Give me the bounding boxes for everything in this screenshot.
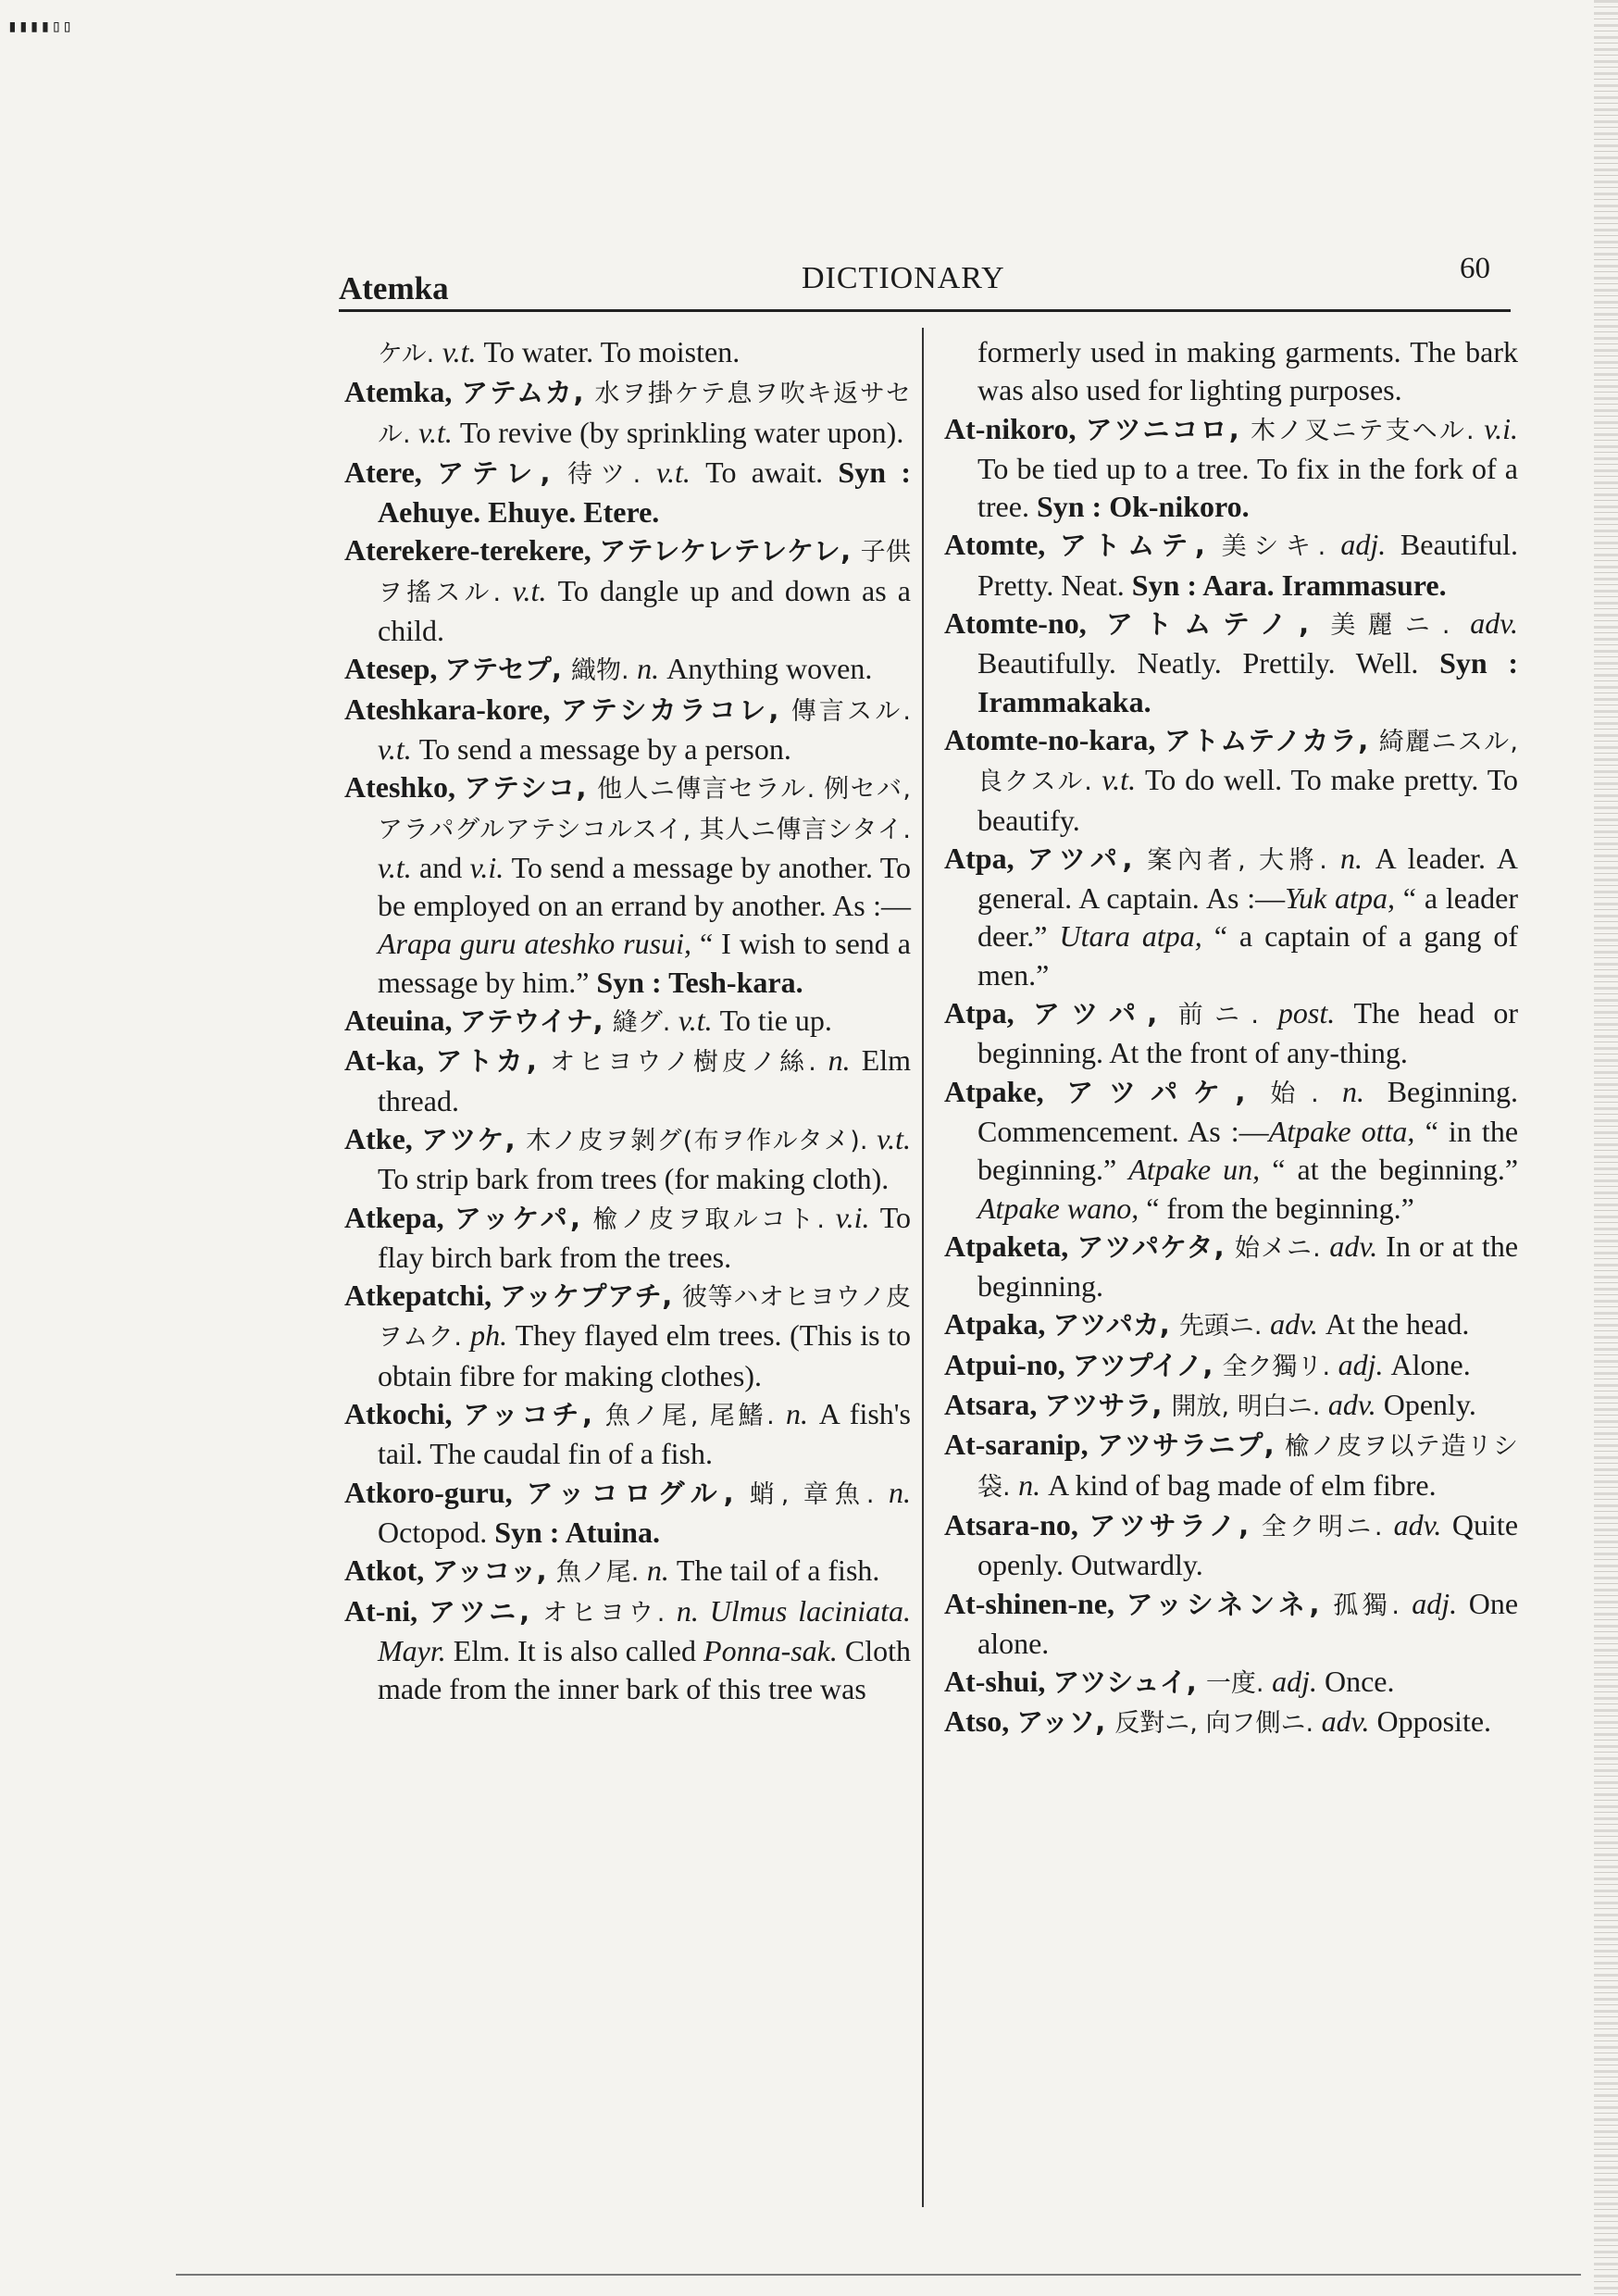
example: Atpake un, xyxy=(1128,1153,1261,1187)
kana-reading: アテシコ, xyxy=(464,772,598,805)
kana-reading: アトムテ, xyxy=(1059,530,1222,562)
dictionary-entry xyxy=(944,1386,1518,1426)
japanese-gloss: 始. xyxy=(1270,1079,1342,1108)
part-of-speech: v.t. xyxy=(877,1121,912,1155)
kana-reading: アツシュイ, xyxy=(1052,1666,1206,1699)
definition: Anything woven. xyxy=(666,652,873,686)
headword: Atere, xyxy=(344,455,438,489)
header-rule xyxy=(339,309,1511,312)
headword: Atpaketa, xyxy=(944,1229,1077,1263)
part-of-speech: n. xyxy=(786,1397,819,1431)
dictionary-entry xyxy=(944,410,1518,527)
part-of-speech: n. xyxy=(646,1554,677,1588)
definition: “ a leader deer.” xyxy=(977,881,1519,954)
japanese-gloss: 綺麗ニスル, 良クスル. xyxy=(977,727,1518,797)
headword: Atesep, xyxy=(344,652,445,686)
kana-reading: アテムカ, xyxy=(461,377,595,409)
headword: Aterekere-terekere, xyxy=(344,533,600,568)
japanese-gloss: 水ヲ掛ケテ息ヲ吹キ返サセル. xyxy=(378,380,912,449)
japanese-gloss: 反對ニ, 向フ側ニ. xyxy=(1114,1709,1322,1739)
definition: Once. xyxy=(1324,1665,1395,1699)
dictionary-entry xyxy=(944,1346,1518,1386)
definition: “ in the beginning.” xyxy=(977,1114,1519,1187)
scan-mark: ▮▮▮▮▯▯ xyxy=(7,17,74,36)
definition: To strip bark from trees (for making cloth). xyxy=(378,1162,890,1196)
kana-reading: アテシカラコレ, xyxy=(560,693,791,726)
part-of-speech: v.t. xyxy=(442,335,484,368)
synonyms: Syn : Ok-nikoro. xyxy=(1028,490,1250,524)
example: Ponna-sak. xyxy=(703,1633,838,1667)
definition: Octopod. xyxy=(378,1515,488,1549)
headword: Atpa, xyxy=(944,996,1033,1030)
header-title: DICTIONARY xyxy=(802,261,1005,295)
definition: The head or beginning. At the front of any-thing. xyxy=(977,996,1519,1070)
japanese-gloss: 美麗ニ. xyxy=(1330,611,1471,641)
part-of-speech: adj. xyxy=(1340,528,1400,562)
kana-reading: アトムテノ, xyxy=(1105,608,1331,641)
headword: Atsara, xyxy=(944,1388,1045,1422)
synonyms: Syn : Irammakaka. xyxy=(977,646,1519,718)
headword: Ateshkara-kore, xyxy=(344,692,561,726)
part-of-speech: adv. xyxy=(1270,1307,1326,1341)
page-edge xyxy=(1594,0,1618,2296)
headword: Atpa, xyxy=(944,841,1027,875)
part-of-speech: v.i. xyxy=(835,1200,880,1234)
definition: To await. xyxy=(705,455,824,489)
definition: “ at the beginning.” xyxy=(1260,1153,1519,1187)
definition: Beautiful. Pretty. Neat. xyxy=(977,528,1518,602)
part-of-speech: v.t. xyxy=(1101,763,1145,797)
headword: Atke, xyxy=(344,1121,422,1155)
japanese-gloss: 開放, 明白ニ. xyxy=(1171,1392,1328,1422)
part-of-speech: adv. xyxy=(1327,1388,1384,1422)
kana-reading: アッケプアチ, xyxy=(499,1280,682,1313)
definition: A fish's tail. The caudal fin of a fish. xyxy=(378,1397,911,1471)
dictionary-entry xyxy=(944,721,1518,840)
kana-reading: アテセプ, xyxy=(444,654,571,686)
part-of-speech: n. xyxy=(1018,1467,1049,1502)
kana-reading: アッシネンネ, xyxy=(1126,1588,1334,1620)
part-of-speech: n. xyxy=(828,1043,862,1078)
part-of-speech: v.t. xyxy=(656,455,706,489)
dictionary-entry xyxy=(344,1592,911,1709)
dictionary-entry xyxy=(344,1120,911,1199)
headword: Ateshko, xyxy=(344,770,465,805)
dictionary-entry xyxy=(944,1426,1518,1506)
definition: Beautifully. Neatly. Prettily. Well. xyxy=(977,646,1419,680)
dictionary-entry xyxy=(344,454,911,532)
headword: Atkochi, xyxy=(344,1397,464,1431)
definition: Alone. xyxy=(1390,1347,1471,1381)
definition: They flayed elm trees. (This is to obtain fibre for making clothes). xyxy=(378,1318,912,1392)
dictionary-entry xyxy=(944,1663,1518,1703)
japanese-gloss: 縫グ. xyxy=(612,1008,678,1038)
kana-reading: アトカ, xyxy=(435,1045,551,1078)
definition: formerly used in making garments. The bark was also used for lighting purposes. xyxy=(977,335,1518,407)
definition: The tail of a fish. xyxy=(676,1554,880,1588)
part-of-speech: n. xyxy=(637,652,667,686)
kana-reading: アツプイノ, xyxy=(1072,1349,1223,1381)
part-of-speech: adv. xyxy=(1393,1507,1452,1541)
kana-reading: アッコチ, xyxy=(463,1399,605,1431)
japanese-gloss: 魚ノ尾, 尾鰭. xyxy=(604,1402,787,1431)
part-of-speech: v.i. xyxy=(1484,411,1518,445)
kana-reading: アツサラノ, xyxy=(1089,1509,1262,1541)
example: Atpake wano, xyxy=(977,1191,1139,1225)
dictionary-entry xyxy=(344,1474,911,1553)
running-header xyxy=(339,250,1511,307)
example: Atpake otta, xyxy=(1268,1114,1415,1148)
dictionary-entry xyxy=(344,691,911,769)
kana-reading: アテレケレテレケレ, xyxy=(599,535,861,568)
japanese-gloss: 彼等ハオヒヨウノ皮ヲムク. xyxy=(378,1283,911,1353)
dictionary-entry xyxy=(944,605,1518,721)
synonyms: Syn : Aehuye. Ehuye. Etere. xyxy=(378,455,912,530)
japanese-gloss: オヒヨウノ樹皮ノ絲. xyxy=(550,1048,828,1078)
dictionary-entry xyxy=(944,526,1518,605)
part-of-speech: v.i. xyxy=(469,850,512,884)
kana-reading: アツサラ, xyxy=(1044,1390,1172,1422)
kana-reading: アツニコロ, xyxy=(1085,413,1251,445)
example: Yuk atpa, xyxy=(1285,881,1395,916)
headword: Atso, xyxy=(944,1704,1017,1739)
kana-reading: アテレ, xyxy=(437,456,567,489)
part-of-speech: ph. xyxy=(470,1318,516,1353)
definition: Elm. It is also called xyxy=(445,1633,704,1667)
definition: One alone. xyxy=(977,1586,1519,1660)
kana-reading: アツパケ, xyxy=(1066,1076,1271,1108)
dictionary-entry xyxy=(944,333,1518,410)
right-column xyxy=(944,333,1518,1743)
dictionary-entry xyxy=(944,1703,1518,1742)
definition: Beginning. Commencement. As :— xyxy=(977,1074,1519,1148)
part-of-speech: v.t. xyxy=(512,573,558,607)
japanese-gloss: オヒヨウ. xyxy=(542,1598,677,1628)
japanese-gloss: 木ノ叉ニテ支ヘル. xyxy=(1250,416,1485,445)
definition: “ a captain of a gang of men.” xyxy=(977,919,1519,992)
japanese-gloss: 織物. xyxy=(570,656,638,686)
japanese-gloss: 孤獨. xyxy=(1333,1591,1413,1620)
headword: At-nikoro, xyxy=(944,411,1086,445)
definition: Openly. xyxy=(1383,1388,1476,1422)
part-of-speech: adv. xyxy=(1329,1229,1387,1263)
headword: Ateuina, xyxy=(344,1004,460,1038)
kana-reading: アツニ, xyxy=(429,1595,543,1628)
japanese-gloss: 魚ノ尾. xyxy=(555,1558,647,1588)
part-of-speech: adj. xyxy=(1272,1665,1325,1699)
headword: Atpui-no, xyxy=(944,1347,1073,1381)
japanese-gloss: 先頭ニ. xyxy=(1178,1312,1271,1341)
kana-reading: アッコッ, xyxy=(431,1555,556,1588)
part-of-speech: v.t. xyxy=(678,1004,720,1038)
part-of-speech: adv. xyxy=(1470,606,1519,641)
part-of-speech: adj. xyxy=(1412,1586,1469,1620)
kana-reading: アツサラニプ, xyxy=(1096,1429,1285,1462)
japanese-gloss: 楡ノ皮ヲ以テ造リシ袋. xyxy=(977,1432,1518,1502)
definition: Quite openly. Outwardly. xyxy=(977,1507,1519,1582)
dictionary-entry xyxy=(944,840,1518,994)
page-bottom-rule xyxy=(176,2274,1581,2276)
japanese-gloss: 始メニ. xyxy=(1234,1233,1330,1263)
definition: Elm thread. xyxy=(378,1043,912,1117)
headword: Atkoro-guru, xyxy=(344,1475,527,1509)
left-column xyxy=(344,333,911,1708)
dictionary-entry xyxy=(344,650,911,690)
dictionary-entry xyxy=(344,1395,911,1474)
definition: “ I wish to send a message by him.” xyxy=(378,927,912,999)
japanese-gloss: 前ニ. xyxy=(1177,1001,1278,1030)
japanese-gloss: 案內者, 大將. xyxy=(1147,845,1341,875)
headword: At-shui, xyxy=(944,1665,1053,1699)
dictionary-entry xyxy=(944,1585,1518,1664)
column-divider xyxy=(922,328,924,2207)
definition: To tie up. xyxy=(719,1004,832,1038)
part-of-speech: adv. xyxy=(1321,1704,1377,1739)
japanese-gloss: 傳言スル. xyxy=(790,696,911,726)
header-guide-word: Atemka xyxy=(339,270,449,306)
dictionary-entry xyxy=(944,1305,1518,1345)
headword: At-shinen-ne, xyxy=(944,1586,1126,1620)
headword: Atemka, xyxy=(344,375,462,409)
japanese-gloss: 待ツ. xyxy=(566,459,657,489)
definition: To revive (by sprinkling water upon). xyxy=(459,415,904,449)
headword: Atsara-no, xyxy=(944,1507,1089,1541)
headword: Atkot, xyxy=(344,1554,432,1588)
kana-reading: アテウイナ, xyxy=(459,1005,613,1038)
japanese-gloss: 蛸, 章魚. xyxy=(749,1479,889,1509)
kana-reading: アツパカ, xyxy=(1052,1309,1179,1341)
headword: At-ka, xyxy=(344,1043,436,1078)
headword: Atpaka, xyxy=(944,1307,1053,1341)
part-of-speech: post. xyxy=(1277,996,1354,1030)
dictionary-entry xyxy=(344,768,911,1002)
dictionary-entry xyxy=(944,1506,1518,1585)
japanese-gloss: 子供ヲ搖スル. xyxy=(378,538,912,607)
definition: A kind of bag made of elm fibre. xyxy=(1048,1467,1437,1502)
part-of-speech: n. xyxy=(676,1593,710,1628)
definition: To water. To moisten. xyxy=(483,335,741,368)
dictionary-entry xyxy=(344,1042,911,1120)
dictionary-entry xyxy=(344,333,911,373)
synonyms: Syn : Tesh-kara. xyxy=(589,965,803,999)
kana-reading: アッコログル, xyxy=(526,1477,750,1509)
dictionary-entry xyxy=(344,531,911,650)
japanese-gloss: 他人ニ傳言セラル. 例セバ, アラパグルアテシコルスイ, 其人ニ傳言シタイ. xyxy=(378,775,911,844)
dictionary-entry xyxy=(344,1277,911,1395)
part-of-speech: n. xyxy=(1341,1074,1388,1108)
kana-reading: アトムテノカラ, xyxy=(1164,724,1379,756)
japanese-gloss: 楡ノ皮ヲ取ルコト. xyxy=(592,1204,836,1234)
japanese-gloss: 美シキ. xyxy=(1221,532,1341,562)
definition: To dangle up and down as a child. xyxy=(378,573,912,648)
dictionary-entry xyxy=(344,1002,911,1042)
dictionary-entry xyxy=(344,1199,911,1278)
kana-reading: アツパ, xyxy=(1032,998,1178,1030)
definition: To flay birch bark from the trees. xyxy=(378,1200,912,1274)
japanese-gloss: 全ク明ニ. xyxy=(1261,1512,1394,1541)
kana-reading: アツパ, xyxy=(1027,842,1148,875)
headword: Atkepa, xyxy=(344,1200,454,1234)
example: Ulmus laciniata. Mayr. xyxy=(378,1593,911,1667)
dictionary-entry xyxy=(344,373,911,454)
japanese-gloss: 木ノ皮ヲ剝グ(布ヲ作ルタメ). xyxy=(526,1126,877,1155)
definition: “ from the beginning.” xyxy=(1139,1191,1414,1225)
headword: Atomte, xyxy=(944,528,1060,562)
kana-reading: アッケパ, xyxy=(454,1202,593,1234)
kana-reading: アツパケタ, xyxy=(1077,1230,1235,1263)
headword: At-ni, xyxy=(344,1593,429,1628)
part-of-speech: adj. xyxy=(1338,1347,1391,1381)
definition: At the head. xyxy=(1325,1307,1470,1341)
definition: and xyxy=(419,850,470,884)
dictionary-entry xyxy=(944,994,1518,1073)
headword: At-saranip, xyxy=(944,1428,1097,1462)
definition: A leader. A general. A captain. As :— xyxy=(977,841,1518,916)
definition: To be tied up to a tree. To fix in the fork of a tree. xyxy=(977,451,1518,524)
dictionary-entry xyxy=(944,1228,1518,1306)
example: Arapa guru ateshko rusui, xyxy=(378,927,691,961)
part-of-speech: n. xyxy=(1340,841,1375,875)
definition: Opposite. xyxy=(1376,1704,1492,1739)
synonyms: Syn : Aara. Irammasure. xyxy=(1124,568,1447,602)
kana-reading: アツケ, xyxy=(421,1123,527,1155)
definition: Cloth made from the inner bark of this tree was xyxy=(378,1633,912,1706)
headword: Atkepatchi, xyxy=(344,1279,500,1313)
synonyms: Syn : Atuina. xyxy=(487,1515,660,1549)
part-of-speech: v.t. xyxy=(378,731,419,766)
definition: To do well. To make pretty. To beautify. xyxy=(977,763,1519,837)
headword: Atpake, xyxy=(944,1074,1067,1108)
part-of-speech: n. xyxy=(889,1475,911,1509)
part-of-speech: v.t. xyxy=(418,415,460,449)
page-number: 60 xyxy=(1460,252,1490,285)
headword: Atomte-no-kara, xyxy=(944,722,1164,756)
dictionary-entry xyxy=(344,1552,911,1591)
dictionary-entry xyxy=(944,1073,1518,1228)
headword: Atomte-no, xyxy=(944,606,1106,641)
japanese-gloss: 一度. xyxy=(1205,1669,1273,1699)
definition: To send a message by another. To be employed on an errand by another. As :— xyxy=(378,850,912,923)
kana-reading: アッソ, xyxy=(1016,1706,1115,1739)
japanese-gloss: ケル. xyxy=(378,340,442,368)
definition: To send a message by a person. xyxy=(418,731,791,766)
part-of-speech: v.t. xyxy=(378,850,420,884)
example: Utara atpa, xyxy=(1059,919,1202,954)
japanese-gloss: 全ク獨リ. xyxy=(1222,1352,1338,1381)
definition: In or at the beginning. xyxy=(977,1229,1519,1304)
